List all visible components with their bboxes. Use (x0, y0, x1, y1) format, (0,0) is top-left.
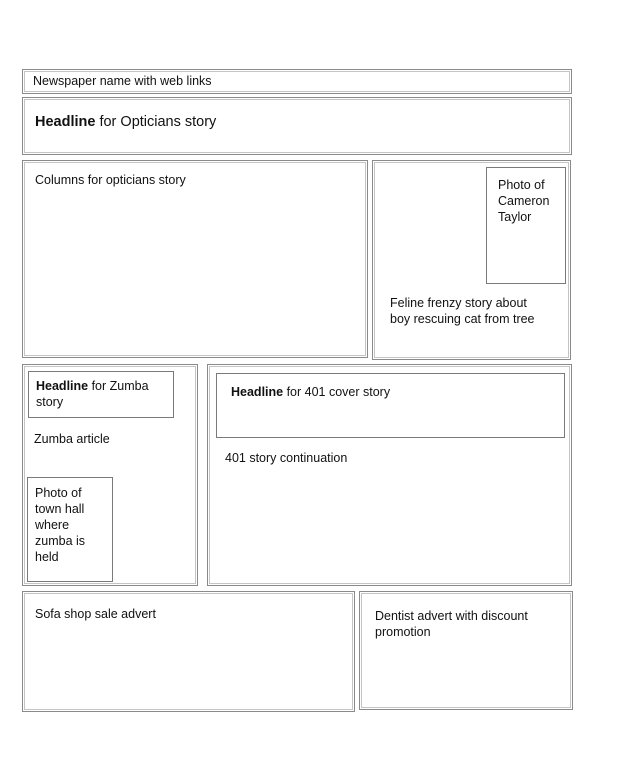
zumba-headline-bold: Headline (36, 379, 89, 393)
cover-headline-bold: Headline (231, 385, 284, 399)
zumba-headline-rest: for Zumba story (36, 379, 149, 409)
sofa-advert-label: Sofa shop sale advert (35, 607, 156, 621)
opticians-headline-rest: for Opticians story (95, 114, 217, 130)
zumba-headline (36, 378, 149, 410)
cover-headline-box (216, 373, 565, 438)
dentist-advert-box (359, 591, 573, 710)
cameron-photo-placeholder (486, 167, 566, 284)
masthead-label: Newspaper name with web links (33, 74, 212, 88)
feline-story-box (372, 160, 571, 360)
opticians-headline-box (22, 97, 572, 155)
zumba-headline-box (28, 371, 174, 418)
opticians-columns-box (22, 160, 368, 358)
zumba-section-box (22, 364, 198, 586)
cover-story-box (207, 364, 572, 586)
town-hall-photo-placeholder (27, 477, 113, 582)
masthead-box (22, 69, 572, 94)
town-hall-photo-label: Photo of town hall where zumba is held (35, 486, 86, 564)
zumba-article-label: Zumba article (34, 432, 110, 446)
cover-continuation-label: 401 story continuation (225, 451, 348, 465)
cameron-photo-label: Photo of Cameron Taylor (498, 178, 550, 224)
dentist-advert-label: Dentist advert with discount promotion (375, 609, 528, 639)
sofa-advert-box (22, 591, 355, 712)
cover-headline (231, 384, 390, 400)
cover-headline-rest: for 401 cover story (283, 385, 391, 399)
feline-story-label: Feline frenzy story about boy rescuing cat from tree (390, 296, 535, 326)
opticians-headline-bold: Headline (35, 114, 96, 130)
opticians-headline (35, 113, 216, 131)
opticians-columns-label: Columns for opticians story (35, 173, 186, 187)
